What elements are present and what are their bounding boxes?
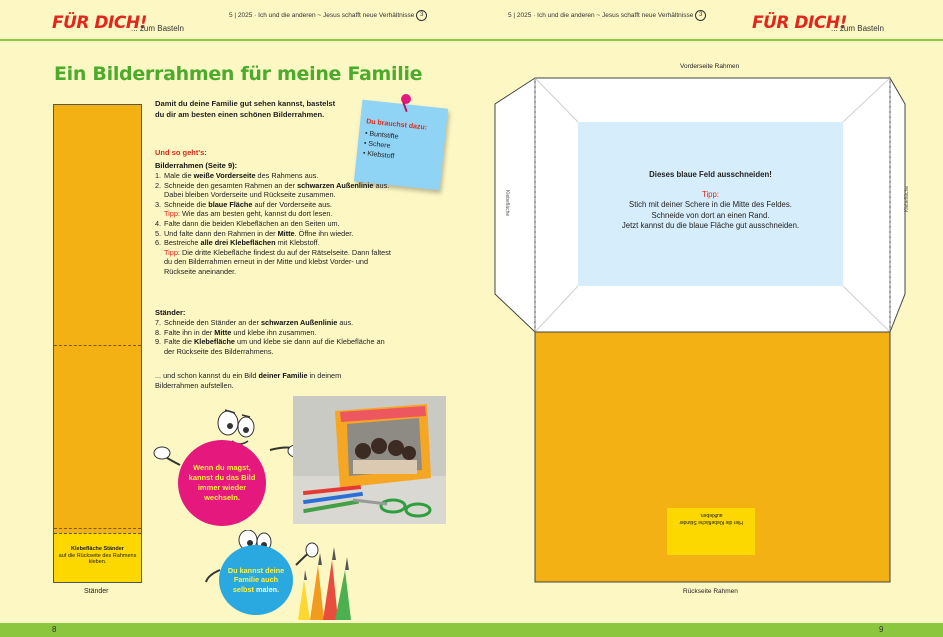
pink-speech-bubble: Wenn du magst, kannst du das Bild immer wieder wechseln. [178,440,266,526]
stand-steps [155,318,395,356]
step-number: 9. [155,337,162,347]
issue-text: 5 | 2025 · Ich und die anderen ~ Jesus schafft neue Verhältnisse [229,12,415,20]
materials-item-text: Klebstoff [366,150,395,161]
materials-item-text: Buntstifte [369,130,399,141]
footer-bar [0,623,943,637]
bubble-bold: malen [256,584,278,594]
photo-illustration [293,396,446,524]
stand-cutout [53,104,142,583]
blue-field-tip-line: Stich mit deiner Schere in die Mitte des Feldes. [629,200,792,209]
magazine-logo-right: FÜR DICH! [752,13,847,33]
stand-label: Ständer [84,588,109,595]
step-3 [155,200,393,219]
blue-field-tip-line: Schneide von dort an einen Rand. [651,210,770,220]
step-4 [155,219,393,229]
step-text: . Öffne ihn wieder. [294,228,354,238]
page-number-right: 9 [879,625,884,634]
tip-text: Wie das am besten geht, kannst du dort lesen. [179,209,333,219]
materials-item: • Schere [363,140,391,150]
step-text: Male die [164,171,194,180]
materials-item: • Buntstifte [364,130,399,141]
materials-list [362,129,399,162]
outro-part: ... und schon kannst du ein Bild [155,371,259,380]
step-8 [155,328,395,338]
step-text: Falte dann die beiden Klebeflächen an den Seiten um. [164,218,340,228]
step-text: Falte ihn in der [164,327,215,337]
bubble-text: . [277,584,280,594]
step-bold: Klebefläche [194,337,235,347]
issue-text: 5 | 2025 · Ich und die anderen ~ Jesus schafft neue Verhältnisse [508,12,694,20]
step-bold: Mitte [214,327,232,337]
step-2 [155,181,393,200]
blue-field-tip-line: Jetzt kannst du die blaue Fläche gut ausschneiden. [621,221,800,230]
pencils-illustration [290,535,360,620]
howto-heading: Und so geht's: [155,148,207,157]
outro-text [155,371,355,390]
step-5 [155,229,393,239]
materials-item: • Klebstoff [362,150,395,161]
page-title: Ein Bilderrahmen für meine Familie [54,63,423,85]
frame-section-heading: Bilderrahmen (Seite 9): [155,161,238,170]
step-text: Schneide die [164,199,209,209]
step-bold: Mitte [277,228,295,238]
step-text: Bestreiche [164,238,201,248]
fold-line [54,345,141,346]
step-text: aus. Dabei bleiben Vorderseite und Rückseite zusammen. [164,180,390,200]
example-photo [293,396,446,524]
step-9 [155,337,395,356]
blue-speech-bubble [219,545,293,615]
step-number: 8. [155,327,162,337]
step-text: Und falte dann den Rahmen in der [164,228,278,238]
intro-bold: Bilderrahmen [273,109,323,119]
back-label: Rückseite Rahmen [683,588,738,595]
frame-steps [155,171,393,277]
bubble-text: Du kannst deine Familie auch selbst [227,565,285,594]
step-1 [155,171,393,181]
outro-bold: deiner Familie [258,371,308,380]
step-number: 6. [155,238,162,248]
step-bold: alle drei Klebeflächen [200,238,276,248]
blue-field-instructions [578,170,843,232]
header-divider [0,39,943,41]
side-glue-left: Klebefläche [504,190,510,217]
blue-field-tip-label: Tipp: [701,189,720,199]
step-bold: schwarzen Außenlinie [260,318,338,327]
issue-number: 3 [695,10,706,21]
step-bold: blaue Fläche [208,199,253,209]
magazine-logo: FÜR DICH! [52,13,147,33]
step-bold: schwarzen Außenlinie [297,180,374,190]
step-text: Falte die [164,337,195,347]
tip-label: Tipp: [164,209,180,219]
fold-line [54,528,141,529]
back-glue-text: Hier die Klebefläche Ständer aufkleben. [679,512,743,525]
frame-template [490,74,910,586]
tip-label: Tipp: [164,247,180,257]
step-number: 5. [155,228,162,238]
stand-glue-text: auf die Rückseite des Rahmens kleben. [58,552,137,565]
step-7 [155,318,395,328]
step-text: des Rahmens aus. [255,171,319,180]
step-number: 1. [155,171,162,180]
stand-glue-area [54,533,141,582]
step-number: 3. [155,199,162,209]
intro-part: . [322,109,325,119]
step-text: und klebe ihn zusammen. [231,327,317,337]
tip-text: Die dritte Klebefläche findest du auf der Rätselseite. Dann faltest du den Bilderrahmen erneut in der Mitte und klebst Vorder- und Rückseite aneinander. [164,247,391,276]
stand-section-heading: Ständer: [155,308,186,317]
step-text: auf der Vorderseite aus. [252,199,332,209]
side-glue-right: Klebefläche [904,185,910,212]
step-bold: weiße Vorderseite [193,171,256,180]
stand-glue-title: Klebefläche Ständer [71,546,124,552]
step-text: Schneide den gesamten Rahmen an der [164,180,298,190]
header-subtitle: ... zum Basteln [131,24,184,33]
step-number: 7. [155,318,162,327]
step-text: um und klebe sie dann auf die Klebefläche an der Rückseite des Bilderrahmens. [164,337,385,356]
step-text: mit Klebstoff. [275,238,320,248]
materials-heading: Du brauchst dazu: [365,118,428,132]
step-number: 2. [155,180,162,190]
front-label: Vorderseite Rahmen [680,63,740,70]
intro-part: Damit du deine Familie gut sehen kannst, bastelst du dir am besten einen schönen [155,99,336,119]
step-6 [155,238,393,276]
header-issue-info-right [508,10,706,21]
materials-item-text: Schere [367,140,391,150]
outro-part: in deinem Bilderrahmen aufstellen. [155,371,342,390]
blue-field-title: Dieses blaue Feld ausschneiden! [649,170,772,179]
header-issue-info [229,10,427,21]
issue-number: 3 [416,10,427,21]
step-number: 4. [155,218,162,228]
intro-text [155,99,345,120]
header-subtitle-right: ... zum Basteln [831,24,884,33]
step-text: Schneide den Ständer an der [164,318,261,327]
page-number-left: 8 [52,625,57,634]
step-text: aus. [337,318,354,327]
